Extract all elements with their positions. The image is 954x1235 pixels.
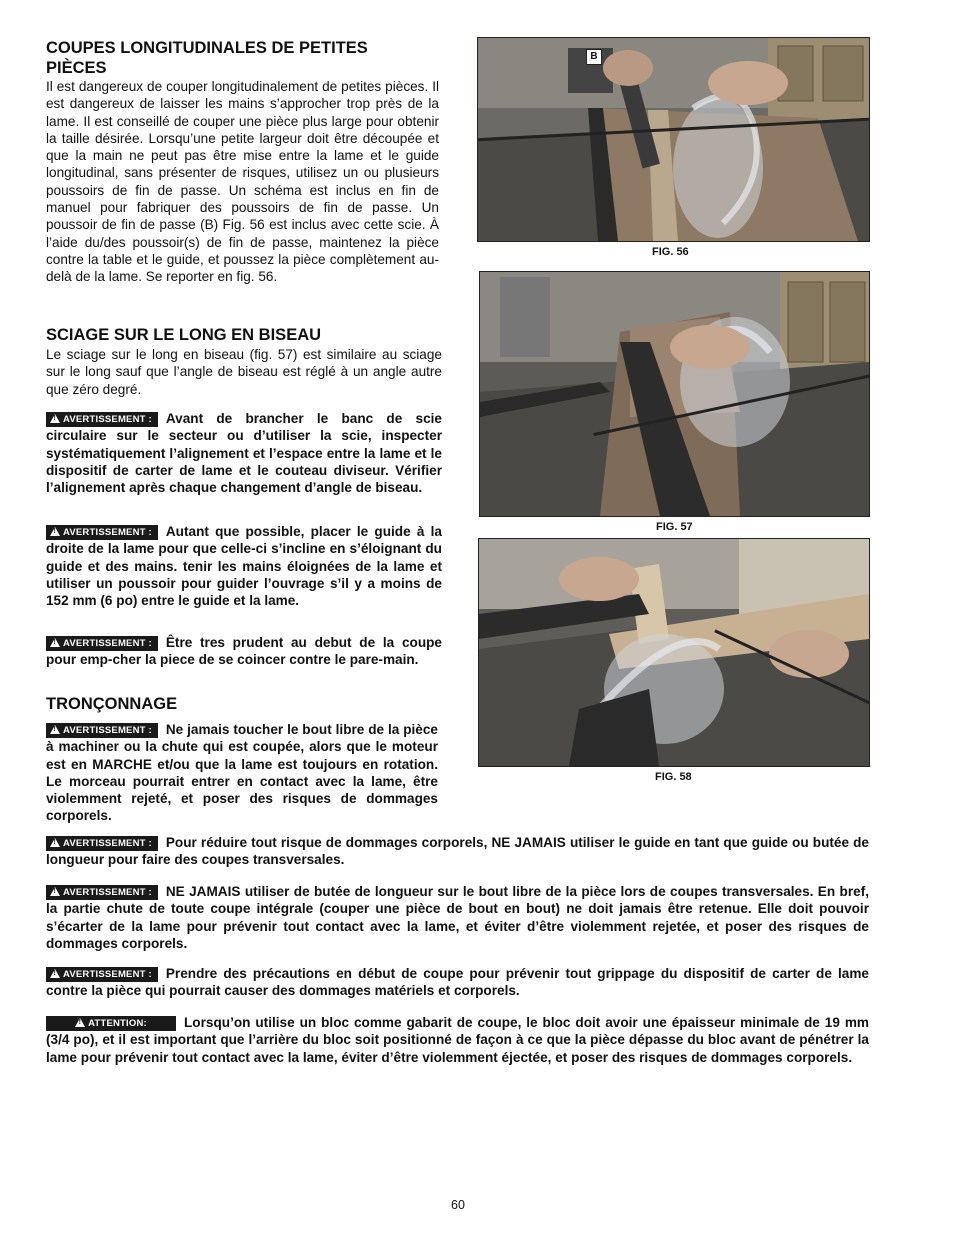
attention-badge: !ATTENTION:	[46, 1016, 176, 1031]
warning-triangle-icon	[75, 1018, 85, 1027]
section-bevel-rip	[46, 325, 442, 398]
warning-badge: !AVERTISSEMENT :	[46, 967, 158, 982]
warning-text: Avant de brancher le banc de scie circulaire sur le secteur ou d’utiliser la scie, inspecter systématiquement l’alignement et l’espace entre la lame et le dispositif de carter de lame et le couteau diviseur. Vérifier l’alignement après chaque changement d’angle de biseau.	[46, 411, 442, 496]
warning-triangle-icon	[50, 969, 60, 978]
warning-block	[46, 883, 869, 952]
section-body: Le sciage sur le long en biseau (fig. 57) est similaire au sciage sur le long sauf que l’angle de biseau est réglé à un angle autre que zéro degré.	[46, 347, 442, 397]
figure-58-photo	[478, 538, 870, 767]
warning-block	[46, 965, 869, 1000]
section-title: COUPES LONGITUDINALES DE PETITES PIÈCES	[46, 39, 368, 77]
warning-badge: !AVERTISSEMENT :	[46, 525, 158, 540]
section-body: Il est dangereux de couper longitudinalement de petites pièces. Il est dangereux de laisser les mains s’approcher trop près de la lame. Il est conseillé de couper une pièce plus large pour obtenir la taille désirée. Lorsqu’une petite largeur doit être découpée et que la main ne peut pas être mise entre la lame et le guide longitudinal, sans présenter de risques, utilisez un ou plusieurs poussoirs de fin de passe. Un schéma est inclus en fin de manuel pour fabriquer des poussoirs de fin de passe. Un poussoir de fin de passe (B) Fig. 56 est inclus avec cette scie. À l’aide du/des poussoir(s) de fin de passe, maintenez la pièce contre la table et le guide, et poussez la pièce complètement au-delà de la lame. Se reporter en fig. 56.	[46, 79, 439, 285]
attention-block	[46, 1014, 869, 1066]
figure-57-caption: FIG. 57	[656, 521, 693, 533]
warning-block	[46, 523, 442, 609]
figure-56-caption: FIG. 56	[652, 246, 689, 258]
warning-text: NE JAMAIS utiliser de butée de longueur sur le bout libre de la pièce lors de coupes transversales. En bref, la partie chute de toute coupe intégrale (couper une pièce de bout en bout) ne doit jamais être retenue. Elle doit pouvoir s’écarter de la lame pour prévenir tout contact avec la lame, et éviter d’être violemment rejetée, et poser des risques de dommages corporels.	[46, 884, 869, 951]
figure-58-caption: FIG. 58	[655, 771, 692, 783]
figure-56-image	[478, 38, 869, 241]
warning-triangle-icon	[50, 838, 60, 847]
warning-badge: !AVERTISSEMENT :	[46, 836, 158, 851]
warning-badge: !AVERTISSEMENT :	[46, 885, 158, 900]
warning-triangle-icon	[50, 887, 60, 896]
warning-badge: !AVERTISSEMENT :	[46, 723, 158, 738]
warning-triangle-icon	[50, 414, 60, 423]
figure-57-photo	[479, 271, 870, 517]
warning-triangle-icon	[50, 527, 60, 536]
figure-58-image	[479, 539, 869, 766]
warning-triangle-icon	[50, 725, 60, 734]
warning-badge: !AVERTISSEMENT :	[46, 636, 158, 651]
callout-b-label: B	[586, 49, 602, 65]
warning-text: Autant que possible, placer le guide à la droite de la lame pour que celle-ci s’incline en s’éloignant du guide et des mains. tenir les mains éloignées de la lame et utiliser un poussoir pour guider l’ouvrage s’il y a moins de 152 mm (6 po) entre le guide et la lame.	[46, 524, 442, 609]
warning-text: Être tres prudent au debut de la coupe pour emp-cher la piece de se coincer contre le pare-main.	[46, 635, 442, 668]
warning-text: Ne jamais toucher le bout libre de la pièce à machiner ou la chute qui est coupée, alors que le moteur est en MARCHE et/ou que la lame est toujours en rotation. Le morceau pourrait entrer en contact avec la lame, être violemment rejeté, et poser des risques de dommages corporels.	[46, 722, 438, 824]
warning-block	[46, 721, 438, 825]
warning-text: Pour réduire tout risque de dommages corporels, NE JAMAIS utiliser le guide en tant que guide ou butée de longueur pour faire des coupes transversales.	[46, 835, 869, 868]
section-title: SCIAGE SUR LE LONG EN BISEAU	[46, 326, 322, 344]
section-title: TRONÇONNAGE	[46, 695, 178, 713]
warning-text: Prendre des précautions en début de coupe pour prévenir tout grippage du dispositif de carter de lame contre la pièce qui pourrait causer des dommages matériels et corporels.	[46, 966, 869, 999]
figure-56-photo	[477, 37, 870, 242]
section-rip-small-pieces	[46, 38, 439, 286]
section-crosscut	[46, 694, 439, 714]
warning-block	[46, 634, 442, 669]
attention-text: Lorsqu’on utilise un bloc comme gabarit de coupe, le bloc doit avoir une épaisseur minimale de 19 mm (3/4 po), et il est important que l’arrière du bloc soit positionné de façon à ce que la pièce dépasse du bloc avant de pénétrer la lame pour prévenir tout contact avec la lame, éviter d’être violemment éjectée, et poser des risques de dommages corporels.	[46, 1015, 869, 1065]
figure-57-image	[480, 272, 869, 516]
warning-triangle-icon	[50, 638, 60, 647]
warning-badge: !AVERTISSEMENT :	[46, 412, 158, 427]
warning-block	[46, 834, 869, 869]
page-number: 60	[451, 1198, 465, 1212]
warning-block	[46, 410, 442, 496]
